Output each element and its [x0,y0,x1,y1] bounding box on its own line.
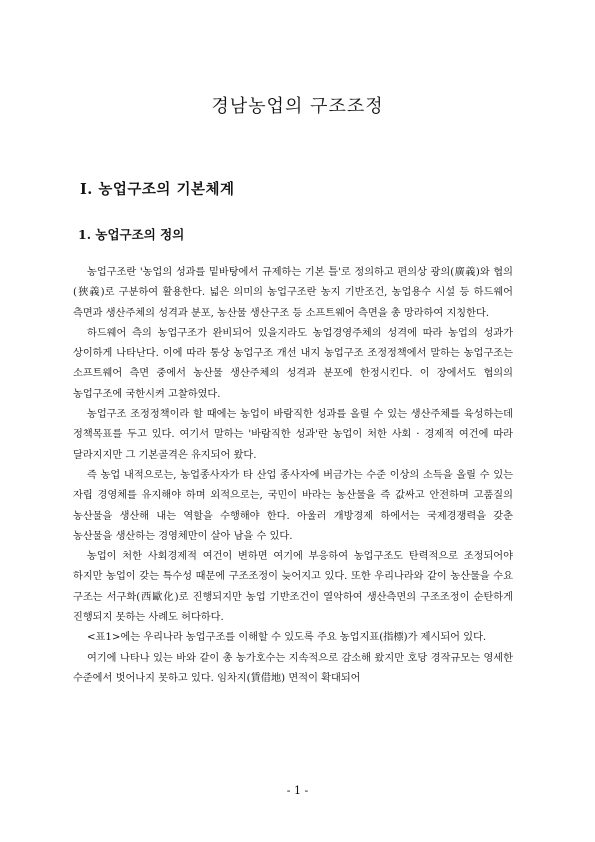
paragraph: 여기에 나타나 있는 바와 같이 총 농가호수는 지속적으로 감소해 왔지만 호당 경작규모는 영세한 수준에서 벗어나지 못하고 있다. 임차지(賃借地) 면적이 확대되어 [73,652,513,684]
paragraph: 농업이 처한 사회경제적 여건이 변하면 여기에 부응하여 농업구조도 탄력적으로 조정되어야 하지만 농업이 갖는 특수성 때문에 구조조정이 늦어지고 있다. 또한 우리나라와 같이 농산물을 수요 구조는 서구화(西歐化)로 진행되지만 농업 기반조건이 열악하여 생산측면의 구조조정이 순탄하게 진행되지 못하는 사례도 허다하다. [73,551,513,624]
document-title: 경남농업의 구조조정 [211,96,384,117]
paragraph: 농업구조 조정정책이라 할 때에는 농업이 바람직한 성과를 올릴 수 있는 생산주체를 육성하는데 정책목표를 두고 있다. 여기서 말하는 '바람직한 성과'란 농업이 처한 사회 · 경제적 여건에 따라 달라지지만 그 기본골격은 유지되어 왔다. [73,409,513,461]
body-text [73,263,513,689]
paragraph: 농업구조란 '농업의 성과를 밑바탕에서 규제하는 기본 틀'로 정의하고 편의상 광의(廣義)와 협의(狹義)로 구분하여 활용한다. 넓은 의미의 농업구조란 농지 기반조건, 농업용수 시설 등 하드웨어 측면과 생산주체의 성격과 분포, 농산물 생산구조 등 소프트웨어 측면을 총 망라하여 지칭한다. [73,267,513,319]
paragraph: 즉 농업 내적으로는, 농업종사자가 타 산업 종사자에 버금가는 수준 이상의 소득을 올릴 수 있는 자립 경영체를 유지해야 하며 외적으로는, 국민이 바라는 농산물을 즉 값싸고 안전하며 고품질의 농산물을 생산해 내는 역할을 수행해야 한다. 아울러 개방경제 하에서는 국제경쟁력을 갖춘 농산물을 생산하는 경영체만이 살아 남을 수 있다. [73,469,513,542]
paragraph: <표1>에는 우리나라 농업구조를 이해할 수 있도록 주요 농업지표(指標)가 제시되어 있다. [87,632,487,644]
paragraph: 하드웨어 측의 농업구조가 완비되어 있을지라도 농업경영주체의 성격에 따라 농업의 성과가 상이하게 나타난다. 이에 따라 통상 농업구조 개선 내지 농업구조 조정정책에서 말하는 농업구조는 소프트웨어 측면 중에서 농산물 생산주체의 성격과 분포에 한정시킨다. 이 장에서도 협의의 농업구조에 국한시켜 고찰하였다. [73,327,513,400]
page-number: - 1 - [286,784,309,797]
chapter-heading: Ⅰ. 농업구조의 기본체계 [80,181,235,198]
section-heading: 1. 농업구조의 정의 [78,227,185,242]
